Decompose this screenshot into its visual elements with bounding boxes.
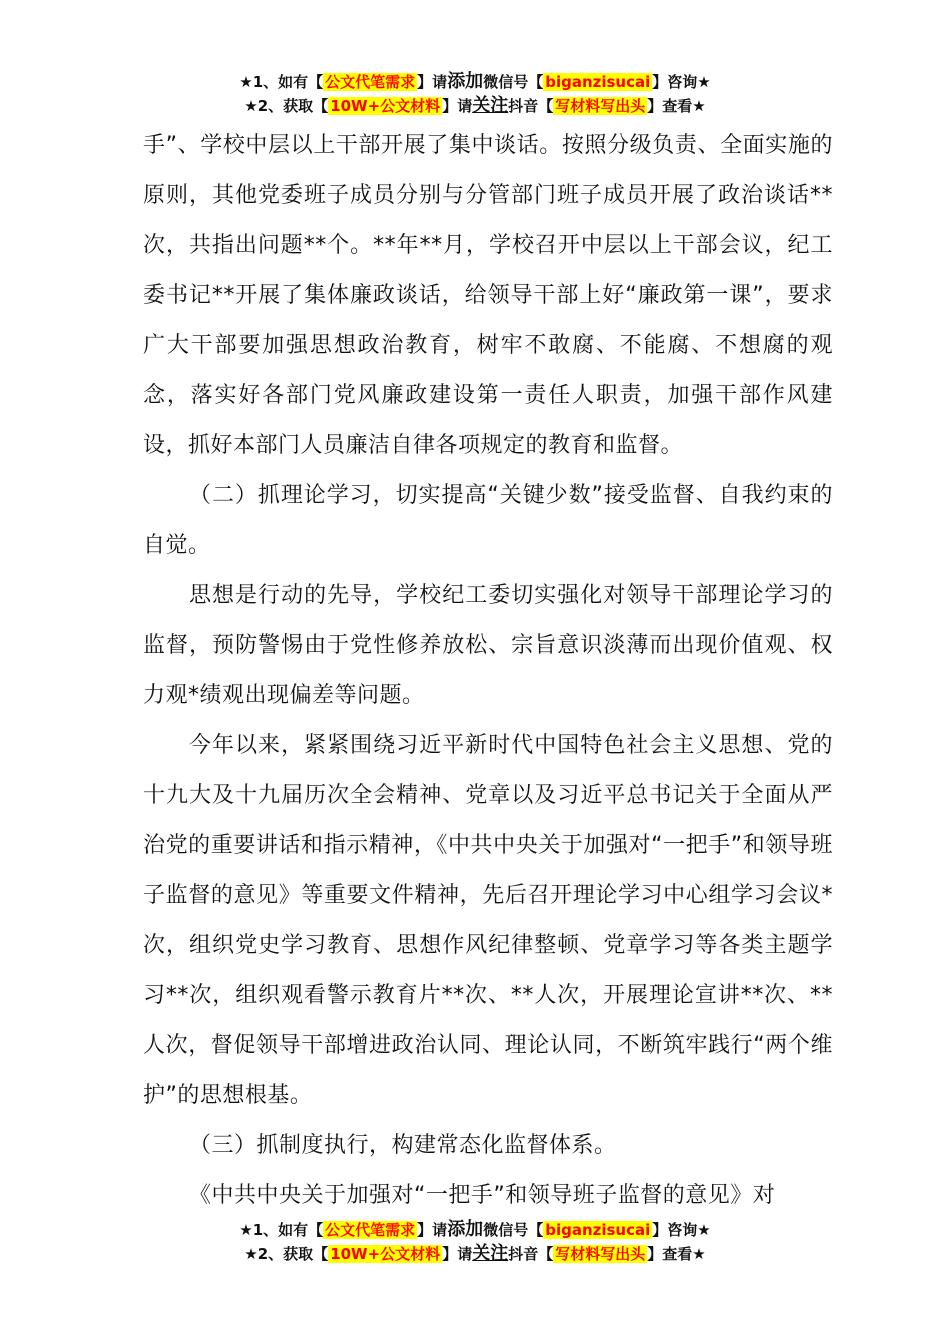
banner-text: 微信号【 — [483, 73, 544, 91]
paragraph: 手”、学校中层以上干部开展了集中谈话。按照分级负责、全面实施的原则，其他党委班子成员分别与分管部门班子成员开展了政治谈话**次，共指出问题**个。**年**月，学校召开中层以上干部会议，纪工委书记**开展了集体廉政谈话，给领导干部上好“廉政第一课”，要求广大干部要加强思想政治教育，树牢不敢腐、不能腐、不想腐的观念，落实好各部门党风廉政建设第一责任人职责，加强干部作风建设，抓好本部门人员廉洁自律各项规定的教育和监督。 — [143, 133, 833, 458]
banner-text: 关注 — [472, 95, 509, 116]
section-heading: （三）抓制度执行，构建常态化监督体系。 — [189, 1133, 617, 1158]
paragraph: 《中共中央关于加强对“一把手”和领导班子监督的意见》对 — [189, 1183, 776, 1208]
highlight-text: 公文代笔需求 — [325, 73, 416, 91]
banner-text: 】请 — [442, 97, 473, 115]
banner-text: ★1、如有【 — [239, 73, 324, 91]
banner-text: 添加 — [447, 1219, 484, 1240]
wechat-id-highlight: biganzisucai — [545, 73, 651, 91]
banner-text: ★2、获取【 — [244, 97, 329, 115]
banner-text: ★1、如有【 — [239, 1221, 324, 1239]
banner-text: 】咨询★ — [652, 1221, 711, 1239]
banner-text: 添加 — [447, 71, 484, 92]
footer-banner — [0, 1218, 950, 1266]
banner-text: 】查看★ — [647, 97, 706, 115]
banner-text: ★2、获取【 — [244, 1245, 329, 1263]
banner-text: 】咨询★ — [652, 73, 711, 91]
document-body — [143, 121, 833, 1221]
paragraph: 今年以来，紧紧围绕习近平新时代中国特色社会主义思想、党的十九大及十九届历次全会精神、党章以及习近平总书记关于全面从严治党的重要讲话和指示精神，《中共中央关于加强对“一把手”和领导班子监督的意见》等重要文件精神，先后召开理论学习中心组学习会议*次，组织党史学习教育、思想作风纪律整顿、党章学习等各类主题学习**次，组织观看警示教育片**次、**人次，开展理论宣讲**次、**人次，督促领导干部增进政治认同、理论认同，不断筑牢践行“两个维护”的思想根基。 — [143, 733, 833, 1108]
banner-text: 】请 — [417, 73, 448, 91]
header-banner — [0, 70, 950, 118]
banner-text: 抖音【 — [508, 97, 554, 115]
banner-line-2 — [0, 94, 950, 118]
banner-text: 】请 — [442, 1245, 473, 1263]
douyin-id-highlight: 写材料写出头 — [555, 1245, 646, 1263]
highlight-text: 10W+公文材料 — [330, 1245, 441, 1263]
banner-text: 关注 — [472, 1243, 509, 1264]
paragraph: 思想是行动的先导，学校纪工委切实强化对领导干部理论学习的监督，预防警惕由于党性修养放松、宗旨意识淡薄而出现价值观、权力观*绩观出现偏差等问题。 — [143, 583, 833, 708]
banner-text: 抖音【 — [508, 1245, 554, 1263]
douyin-id-highlight: 写材料写出头 — [555, 97, 646, 115]
banner-line-2 — [0, 1242, 950, 1266]
highlight-text: 10W+公文材料 — [330, 97, 441, 115]
banner-line-1 — [0, 70, 950, 94]
banner-text: 】请 — [417, 1221, 448, 1239]
section-heading: （二）抓理论学习，切实提高“关键少数”接受监督、自我约束的自觉。 — [143, 483, 833, 558]
banner-line-1 — [0, 1218, 950, 1242]
banner-text: 微信号【 — [483, 1221, 544, 1239]
banner-text: 】查看★ — [647, 1245, 706, 1263]
highlight-text: 公文代笔需求 — [325, 1221, 416, 1239]
wechat-id-highlight: biganzisucai — [545, 1221, 651, 1239]
